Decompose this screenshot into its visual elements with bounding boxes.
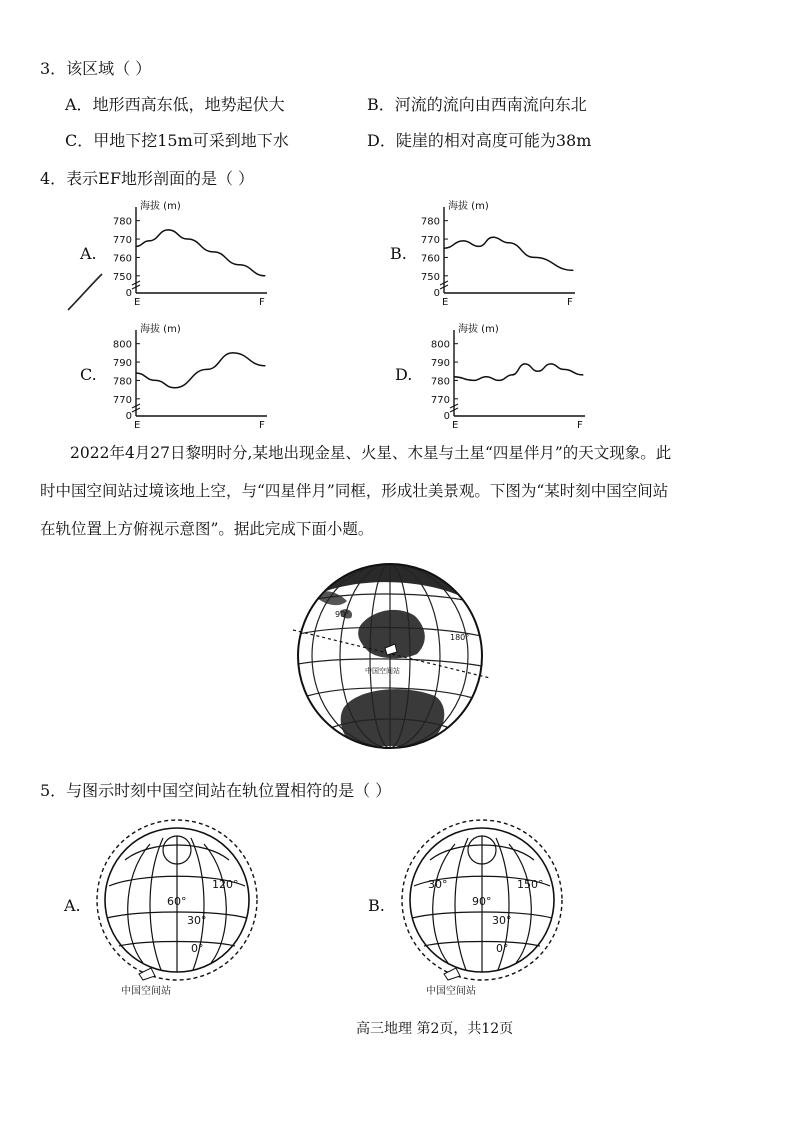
x-label-f: F	[259, 420, 265, 431]
y-tick-label: 750	[112, 271, 132, 283]
q4-stem: 4．表示EF地形剖面的是（ ）	[40, 169, 255, 188]
passage-line-3: 在轨位置上方俯视示意图”。据此完成下面小题。	[40, 520, 374, 538]
profile-point	[463, 240, 464, 241]
q3-stem: 3．该区域（ ）	[40, 59, 152, 78]
globe-a-lat-30: 30°	[187, 914, 207, 927]
profile-point	[499, 380, 500, 381]
profile-point	[524, 363, 525, 364]
profile-chart-c	[100, 318, 290, 433]
y-tick-label: 790	[430, 358, 450, 370]
profile-point	[135, 246, 136, 247]
q5-option-a-label: A.	[64, 896, 81, 915]
profile-point	[187, 238, 188, 239]
globe-b-station: 中国空间站	[426, 986, 476, 997]
option-text: 河流的流向由西南流向东北	[394, 95, 587, 114]
y-tick-label: 770	[430, 394, 450, 406]
x-label-e: E	[134, 297, 141, 308]
profile-point	[486, 376, 487, 377]
profile-chart-a	[100, 195, 290, 310]
passage-line-2: 时中国空间站过境该地上空，与“四星伴月”同框，形成壮美景观。下图为“某时刻中国空间站	[40, 482, 669, 500]
globe-b-lon-150: 150°	[517, 878, 544, 891]
globe-lon-90: 90°	[335, 610, 350, 619]
profile-point	[155, 380, 156, 381]
y-tick-label: 780	[112, 376, 132, 388]
q4-option-d-label: D.	[395, 365, 413, 384]
globe-station-label: 中国空间站	[365, 667, 400, 675]
option-label: B．	[367, 95, 395, 114]
y-tick-label: 780	[112, 216, 132, 228]
x-label-f: F	[567, 297, 573, 308]
globe-a-eq: 0°	[191, 942, 204, 955]
profile-point	[534, 257, 535, 258]
profile-point	[582, 374, 583, 375]
profile-point	[473, 380, 474, 381]
profile-point	[453, 376, 454, 377]
profile-line	[136, 230, 265, 276]
option-text: 地形西高东低，地势起伏大	[92, 95, 285, 114]
x-label-f: F	[577, 420, 583, 431]
y-tick-label: 780	[430, 376, 450, 388]
x-label-e: E	[134, 420, 141, 431]
y-tick-label: 800	[112, 339, 132, 351]
y-tick-label: 790	[112, 358, 132, 370]
y-tick-label: 750	[420, 271, 440, 283]
y-tick-label-zero: 0	[433, 288, 440, 299]
profile-point	[511, 374, 512, 375]
globe-b-lat-30: 30°	[492, 914, 512, 927]
profile-chart-b	[408, 195, 598, 310]
profile-point	[213, 251, 214, 252]
profile-line	[454, 364, 583, 381]
q4-option-a-label: A.	[80, 244, 97, 263]
profile-point	[264, 275, 265, 276]
globe-b-lon-30: 30°	[428, 878, 448, 891]
profile-point	[148, 240, 149, 241]
y-tick-label: 770	[112, 235, 132, 247]
q4-option-b-label: B.	[390, 244, 407, 263]
passage-line-1: 2022年4月27日黎明时分,某地出现金星、火星、木星与土星“四星伴月”的天文现象。此	[70, 444, 672, 462]
x-label-e: E	[452, 420, 459, 431]
q3-option-d	[367, 128, 591, 151]
option-text: 甲地下挖15m可采到地下水	[93, 131, 289, 150]
y-axis-label: 海拔 (m)	[140, 201, 181, 212]
profile-point	[174, 387, 175, 388]
profile-line	[136, 353, 265, 388]
q3-option-a	[65, 92, 285, 115]
x-label-f: F	[259, 297, 265, 308]
profile-point	[492, 237, 493, 238]
x-label-e: E	[442, 297, 449, 308]
y-axis-label: 海拔 (m)	[458, 324, 499, 335]
y-axis-label: 海拔 (m)	[140, 324, 181, 335]
y-tick-label: 770	[420, 235, 440, 247]
globe-option-a	[95, 818, 265, 1003]
y-tick-label: 770	[112, 394, 132, 406]
globe-option-b	[400, 818, 570, 1003]
profile-point	[443, 248, 444, 249]
profile-point	[135, 372, 136, 373]
option-label: C．	[65, 131, 94, 150]
profile-point	[508, 242, 509, 243]
profile-point	[537, 371, 538, 372]
y-tick-label-zero: 0	[125, 411, 132, 422]
globe-figure	[285, 556, 495, 756]
y-tick-label: 780	[420, 216, 440, 228]
y-axis-label: 海拔 (m)	[448, 201, 489, 212]
profile-point	[264, 365, 265, 366]
page-footer: 高三地理 第2页，共12页	[356, 1021, 514, 1037]
globe-a-lon-120: 120°	[212, 878, 239, 891]
profile-point	[168, 229, 169, 230]
globe-b-eq: 0°	[496, 942, 509, 955]
option-text: 陡崖的相对高度可能为38m	[395, 131, 592, 150]
profile-point	[478, 246, 479, 247]
globe-a-lon-60: 60°	[167, 895, 187, 908]
y-tick-label-zero: 0	[443, 411, 450, 422]
q5-option-b-label: B.	[368, 896, 385, 915]
globe-a-station: 中国空间站	[121, 986, 171, 997]
profile-point	[572, 270, 573, 271]
profile-point	[239, 264, 240, 265]
q4-option-c-label: C.	[80, 365, 97, 384]
profile-point	[206, 369, 207, 370]
profile-point	[232, 352, 233, 353]
q3-option-b	[367, 92, 587, 115]
y-tick-label: 800	[430, 339, 450, 351]
profile-point	[550, 363, 551, 364]
profile-chart-d	[418, 318, 608, 433]
option-label: D．	[367, 131, 396, 150]
option-label: A．	[65, 95, 93, 114]
globe-lon-180: 180°	[450, 633, 470, 642]
q5-stem: 5．与图示时刻中国空间站在轨位置相符的是（ ）	[40, 781, 392, 800]
y-tick-label: 760	[112, 253, 132, 265]
globe-b-lon-90: 90°	[472, 895, 492, 908]
y-tick-label-zero: 0	[125, 288, 132, 299]
y-tick-label: 760	[420, 253, 440, 265]
profile-point	[563, 369, 564, 370]
q3-option-c	[65, 128, 289, 151]
